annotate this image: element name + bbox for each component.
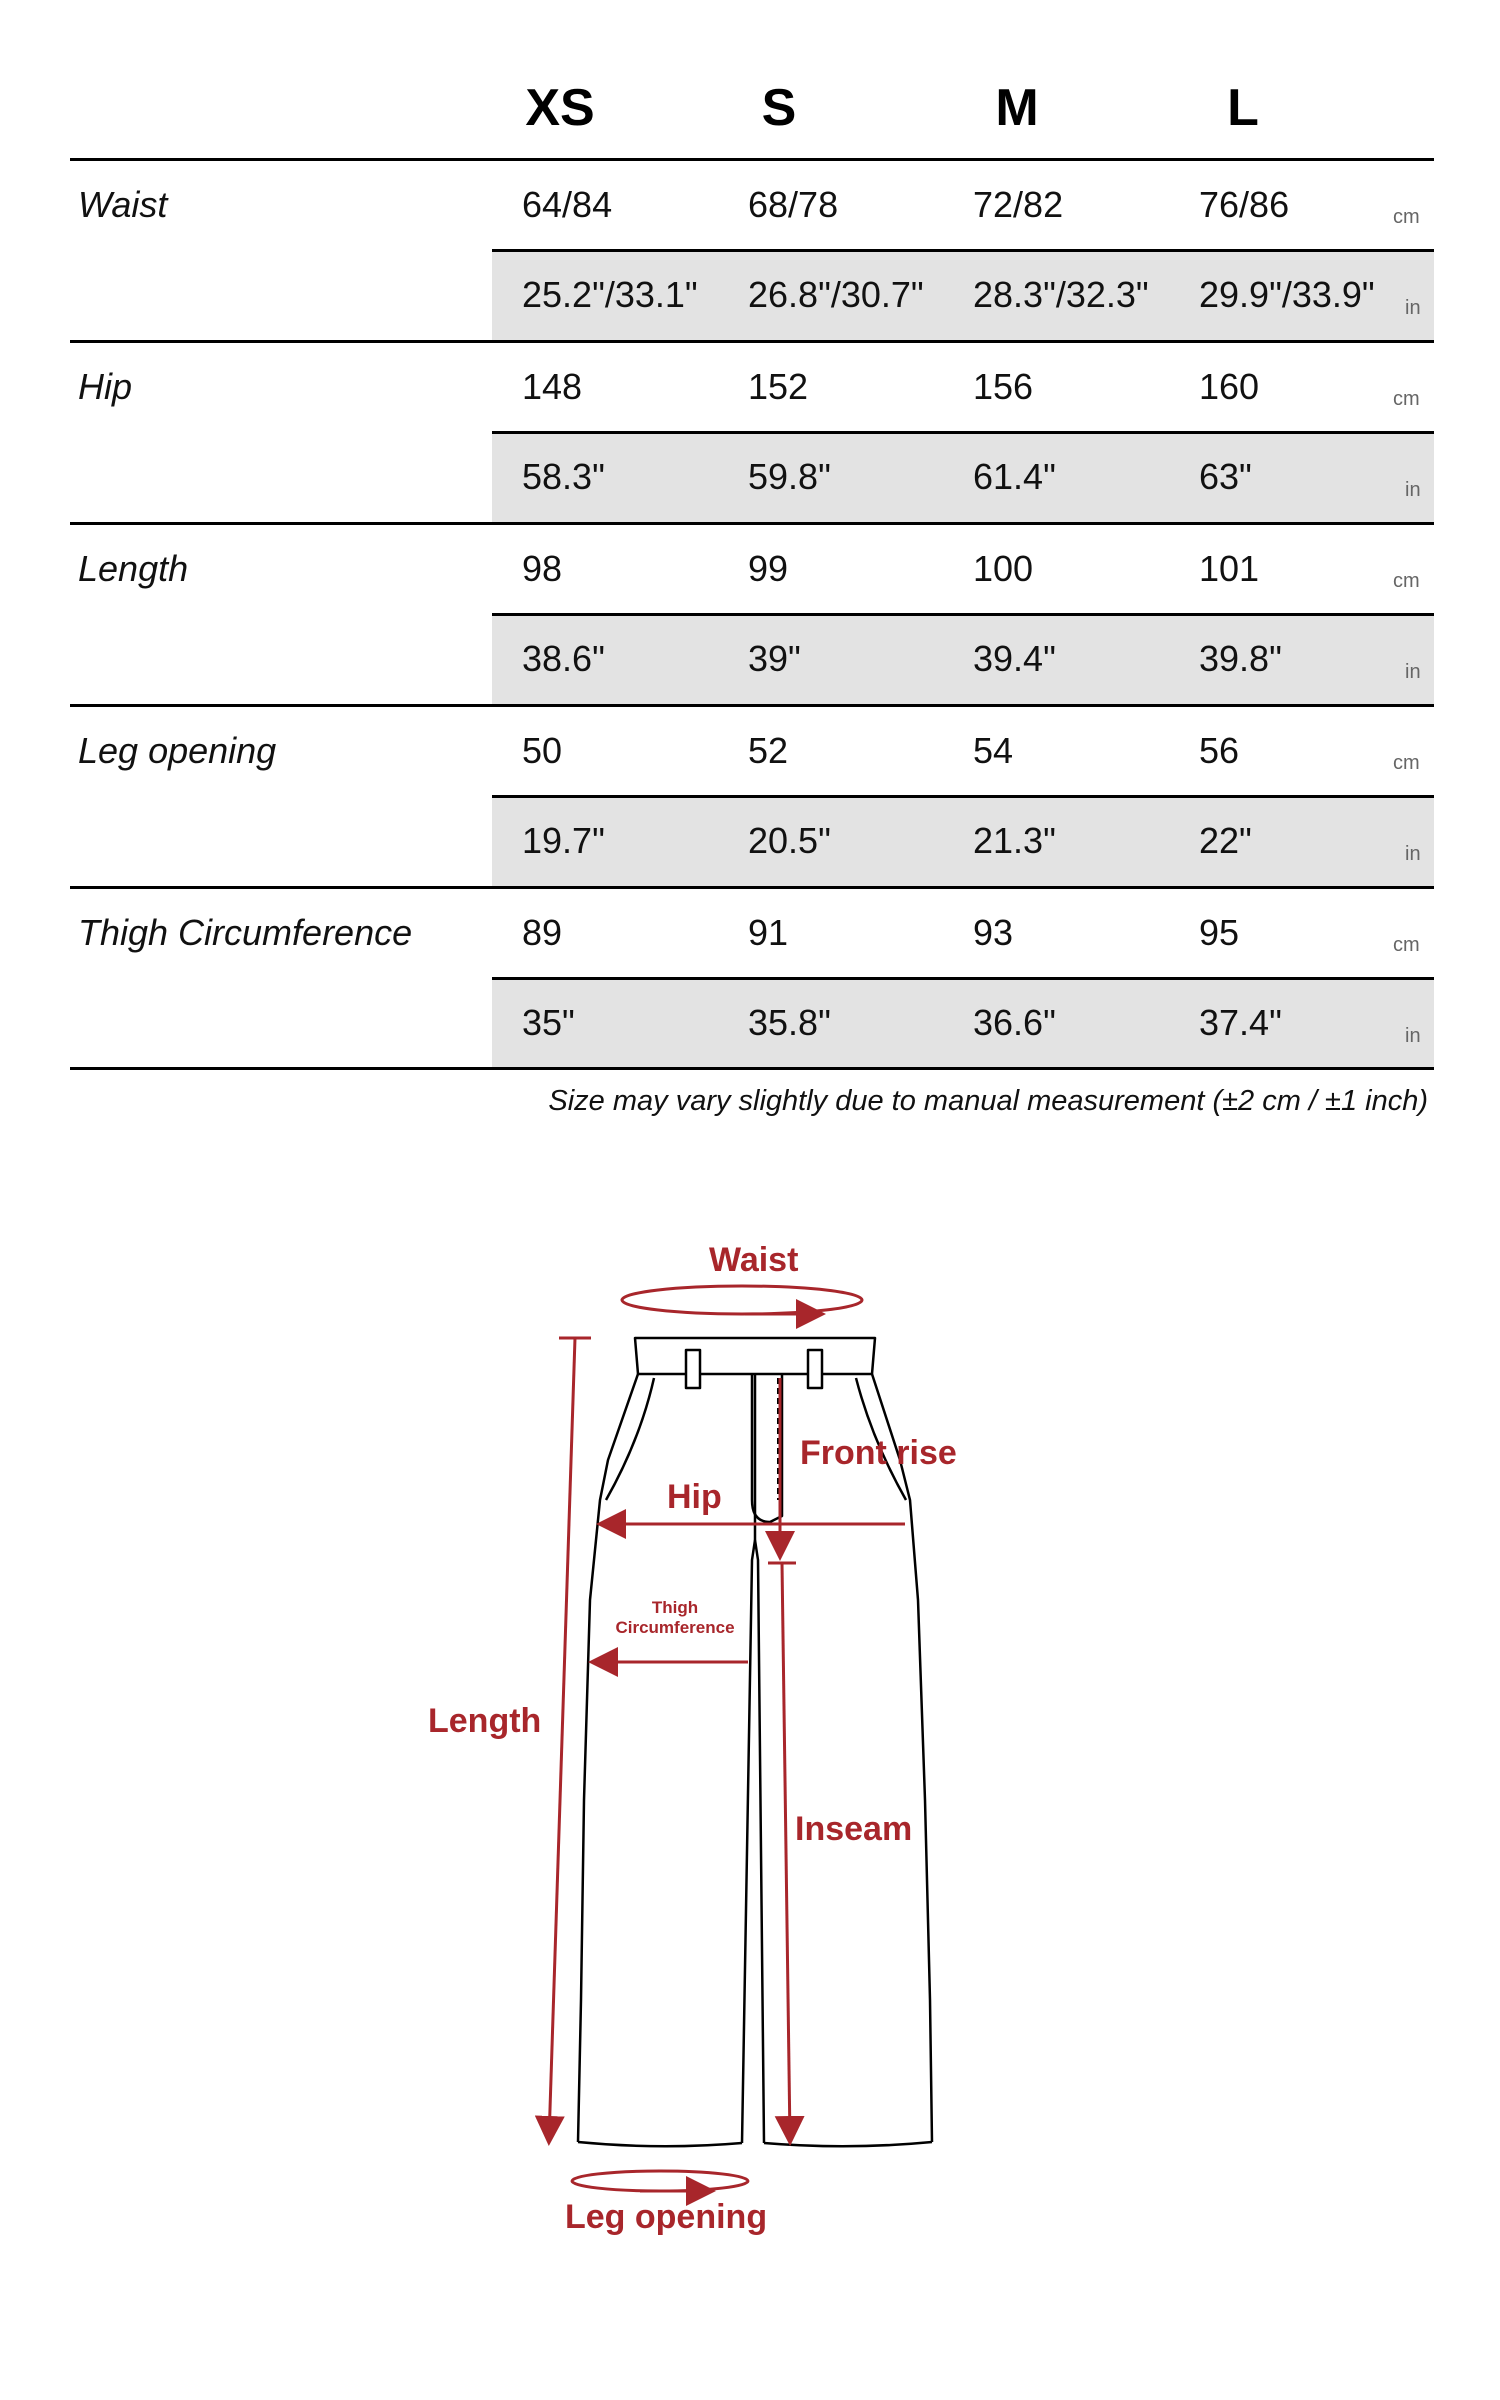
diagram-label-thigh-line1: Thigh (651, 1598, 699, 1617)
table-cell: 52 (748, 730, 789, 771)
table-cell: 50 (522, 730, 563, 771)
size-header-m: M (995, 79, 1039, 137)
pants-diagram-drawing (0, 1180, 1500, 2260)
measurement-note: Size may vary slightly due to manual measurement (±2 cm / ±1 inch) (548, 1085, 1428, 1117)
thigh-in-row-bg (492, 980, 1434, 1068)
unit-in: in (1405, 661, 1421, 683)
subdivider (492, 613, 1434, 616)
unit-in: in (1405, 843, 1421, 865)
table-cell: 58.3" (522, 456, 605, 497)
unit-in: in (1405, 479, 1421, 501)
table-cell: 68/78 (748, 184, 839, 225)
size-header-s: S (761, 79, 797, 137)
table-cell: 76/86 (1199, 184, 1290, 225)
divider (70, 522, 1434, 525)
table-cell: 39" (748, 638, 801, 679)
leg-in-row-bg (492, 798, 1434, 886)
hip-in-row-bg (492, 434, 1434, 522)
measure-lines (549, 1286, 905, 2191)
table-cell: 93 (973, 912, 1014, 953)
diagram-label-inseam: Inseam (795, 1810, 913, 1848)
table-cell: 152 (748, 366, 809, 407)
table-cell: 29.9"/33.9" (1199, 274, 1375, 315)
unit-in: in (1405, 297, 1421, 319)
table-cell: 63" (1199, 456, 1252, 497)
divider (70, 158, 1434, 161)
diagram-label-waist: Waist (709, 1241, 799, 1279)
table-cell: 35" (522, 1002, 575, 1043)
subdivider (492, 431, 1434, 434)
diagram-label-leg-opening: Leg opening (565, 2198, 768, 2236)
table-cell: 91 (748, 912, 789, 953)
divider (70, 886, 1434, 889)
table-cell: 22" (1199, 820, 1252, 861)
diagram-label-front-rise: Front rise (800, 1434, 957, 1472)
unit-cm: cm (1393, 570, 1420, 592)
table-cell: 95 (1199, 912, 1240, 953)
table-cell: 61.4" (973, 456, 1056, 497)
subdivider (492, 249, 1434, 252)
size-header-l: L (1227, 79, 1259, 137)
leg-opening-loop (572, 2171, 748, 2191)
table-cell: 35.8" (748, 1002, 831, 1043)
unit-cm: cm (1393, 934, 1420, 956)
subdivider (492, 977, 1434, 980)
waist-loop (622, 1286, 862, 1314)
table-cell: 25.2"/33.1" (522, 274, 698, 315)
table-cell: 148 (522, 366, 583, 407)
table-cell: 21.3" (973, 820, 1056, 861)
length-in-row-bg (492, 616, 1434, 704)
diagram-label-thigh (600, 1598, 750, 1638)
table-cell: 20.5" (748, 820, 831, 861)
row-label-hip: Hip (78, 366, 133, 407)
diagram-label-thigh-line2: Circumference (615, 1618, 735, 1637)
row-label-waist: Waist (78, 184, 168, 225)
unit-cm: cm (1393, 388, 1420, 410)
table-cell: 72/82 (973, 184, 1064, 225)
table-cell: 39.8" (1199, 638, 1282, 679)
table-cell: 38.6" (522, 638, 605, 679)
table-cell: 160 (1199, 366, 1260, 407)
size-header-xs: XS (525, 79, 595, 137)
table-cell: 28.3"/32.3" (973, 274, 1149, 315)
divider (70, 704, 1434, 707)
table-cell: 89 (522, 912, 563, 953)
subdivider (492, 795, 1434, 798)
diagram-label-length: Length (428, 1702, 542, 1740)
table-cell: 156 (973, 366, 1034, 407)
table-cell: 39.4" (973, 638, 1056, 679)
table-cell: 100 (973, 548, 1034, 589)
table-cell: 101 (1199, 548, 1260, 589)
table-cell: 54 (973, 730, 1014, 771)
row-label-thigh-circumference: Thigh Circumference (78, 912, 413, 953)
table-cell: 19.7" (522, 820, 605, 861)
divider (70, 340, 1434, 343)
divider (70, 1067, 1434, 1070)
row-label-length: Length (78, 548, 189, 589)
unit-cm: cm (1393, 206, 1420, 228)
table-cell: 37.4" (1199, 1002, 1282, 1043)
table-cell: 59.8" (748, 456, 831, 497)
table-cell: 36.6" (973, 1002, 1056, 1043)
table-cell: 64/84 (522, 184, 613, 225)
table-cell: 56 (1199, 730, 1240, 771)
table-cell: 26.8"/30.7" (748, 274, 924, 315)
row-label-leg-opening: Leg opening (78, 730, 277, 771)
unit-cm: cm (1393, 752, 1420, 774)
table-cell: 98 (522, 548, 563, 589)
unit-in: in (1405, 1025, 1421, 1047)
table-cell: 99 (748, 548, 789, 589)
diagram-label-hip: Hip (667, 1478, 722, 1516)
